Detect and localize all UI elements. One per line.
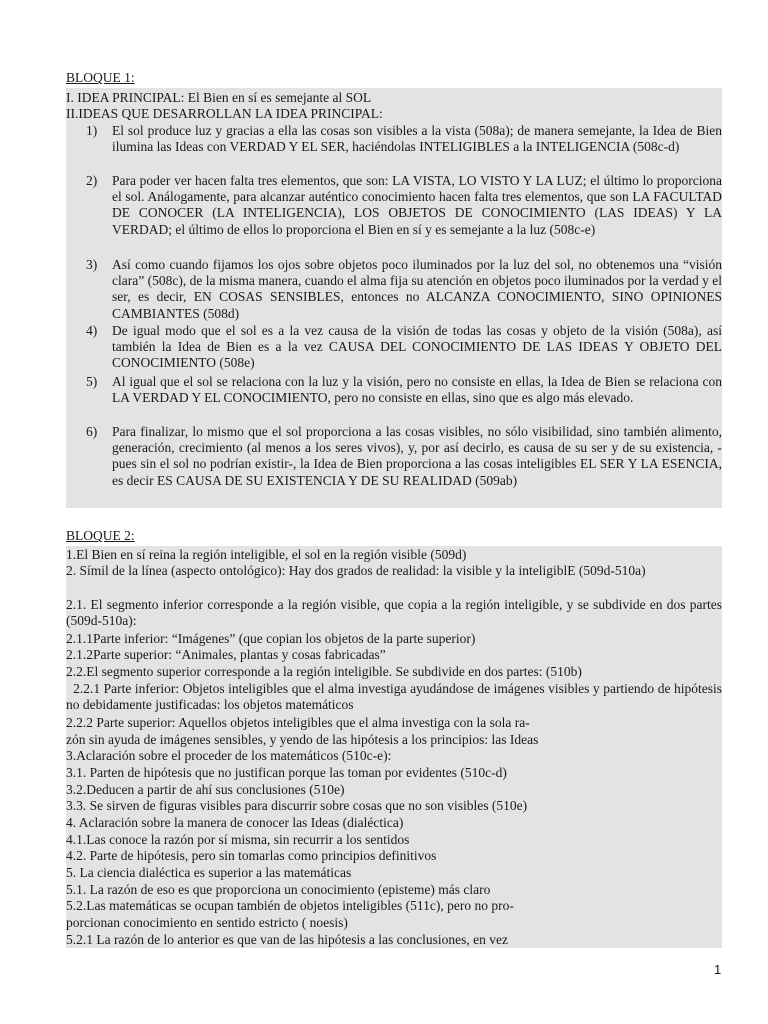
list-item: 4.1.Las conoce la razón por sí misma, sin recurrir a los sentidos (66, 832, 410, 847)
list-item: 2. Símil de la línea (aspecto ontológico): Hay dos grados de realidad: la visible y la inteligiblE (509d-510a) (66, 563, 646, 578)
list-item: 3.Aclaración sobre el proceder de los matemáticos (510c-e): (66, 748, 392, 763)
bloque-1-heading: BLOQUE 1: (66, 70, 135, 85)
list-item: De igual modo que el sol es a la vez causa de la visión de todas las cosas y objeto de la visión (508a), así también la Idea de Bien es a la vez CAUSA DEL CONOCIMIENTO DE LAS IDEAS Y OBJETO DEL CONOCIMIENTO (508e) (112, 323, 722, 371)
list-item: 1.El Bien en sí reina la región inteligible, el sol en la región visible (509d) (66, 547, 467, 562)
list-item: zón sin ayuda de imágenes sensibles, y yendo de las hipótesis a los principios: las Ideas (66, 732, 539, 747)
list-item: 3.1. Parten de hipótesis que no justifican porque las toman por evidentes (510c-d) (66, 765, 507, 780)
list-item: 2.2.2 Parte superior: Aquellos objetos inteligibles que el alma investiga con la sola ra- (66, 715, 530, 730)
list-item: 2.1.1Parte inferior: “Imágenes” (que copian los objetos de la parte superior) (66, 631, 476, 646)
list-item: 5.2.1 La razón de lo anterior es que van de las hipótesis a las conclusiones, en vez (66, 932, 508, 947)
list-item: 2.2.El segmento superior corresponde a la región inteligible. Se subdivide en dos partes: (510b) (66, 664, 582, 679)
list-item: 4. Aclaración sobre la manera de conocer las Ideas (dialéctica) (66, 815, 404, 830)
ideas-title: II.IDEAS QUE DESARROLLAN LA IDEA PRINCIPAL: (66, 106, 383, 121)
list-item: Para finalizar, lo mismo que el sol proporciona a las cosas visibles, no sólo visibilidad, sino también alimento, generación, crecimiento (al menos a los seres vivos), y, por así decirlo, es causa de su ser y de su existencia, -pues sin el sol no podrían existir-, la Idea de Bien proporciona a las cosas inteligibles EL SER Y LA ESENCIA, es decir ES CAUSA DE SU EXISTENCIA Y DE SU REALIDAD (509ab) (112, 424, 722, 488)
item-number: 6) (86, 424, 98, 439)
item-number: 4) (86, 323, 98, 338)
item-number: 5) (86, 374, 98, 389)
page-number: 1 (714, 962, 722, 977)
list-item: 2.2.1 Parte inferior: Objetos inteligibles que el alma investiga ayudándose de imágenes visibles y partiendo de hipótesis no debidamente justificadas: los objetos matemáticos (66, 681, 726, 713)
list-item: 2.1.2Parte superior: “Animales, plantas y cosas fabricadas” (66, 647, 386, 662)
list-item: 2.1. El segmento inferior corresponde a la región visible, que copia a la región inteligible, y se subdivide en dos partes (509d-510a): (66, 597, 722, 629)
item-number: 3) (86, 257, 98, 272)
main-idea: I. IDEA PRINCIPAL: El Bien en sí es semejante al SOL (66, 90, 372, 105)
bloque-2-heading: BLOQUE 2: (66, 528, 135, 543)
list-item: Así como cuando fijamos los ojos sobre objetos poco iluminados por la luz del sol, no obtenemos una “visión clara” (508c), de la misma manera, cuando el alma fija su atención en objetos poco iluminados por la verdad y el ser, es decir, EN COSAS SENSIBLES, entonces no ALCANZA CONOCIMIENTO, SINO OPINIONES CAMBIANTES (508d) (112, 257, 722, 321)
list-item: 3.3. Se sirven de figuras visibles para discurrir sobre cosas que no son visibles (510e) (66, 798, 528, 813)
list-item: Al igual que el sol se relaciona con la luz y la visión, pero no consiste en ellas, la Idea de Bien se relaciona con LA VERDAD Y EL CONOCIMIENTO, pero no consiste en ellas, sino que es algo más elevado. (112, 374, 722, 406)
list-item: porcionan conocimiento en sentido estricto ( noesis) (66, 915, 348, 930)
item-number: 2) (86, 173, 98, 188)
list-item: 5. La ciencia dialéctica es superior a las matemáticas (66, 865, 352, 880)
list-item: 5.2.Las matemáticas se ocupan también de objetos inteligibles (511c), pero no pro- (66, 898, 514, 913)
list-item: 4.2. Parte de hipótesis, pero sin tomarlas como principios definitivos (66, 848, 437, 863)
list-item: Para poder ver hacen falta tres elementos, que son: LA VISTA, LO VISTO Y LA LUZ; el último lo proporciona el sol. Análogamente, para alcanzar auténtico conocimiento hacen falta tres elementos, que son LA FACULTAD DE CONOCER (LA INTELIGENCIA), LOS OBJETOS DE CONOCIMIENTO (LAS IDEAS) Y LA VERDAD; el último de ellos lo proporciona el Bien en sí y es semejante a la luz (508c-e) (112, 173, 722, 237)
list-item: 3.2.Deducen a partir de ahí sus conclusiones (510e) (66, 782, 345, 797)
list-item: El sol produce luz y gracias a ella las cosas son visibles a la vista (508a); de manera semejante, la Idea de Bien ilumina las Ideas con VERDAD Y EL SER, haciéndolas INTELIGIBLES a la INTELIGENCIA (508c-d) (112, 123, 722, 155)
list-item: 5.1. La razón de eso es que proporciona un conocimiento (episteme) más claro (66, 882, 491, 897)
item-number: 1) (86, 123, 98, 138)
